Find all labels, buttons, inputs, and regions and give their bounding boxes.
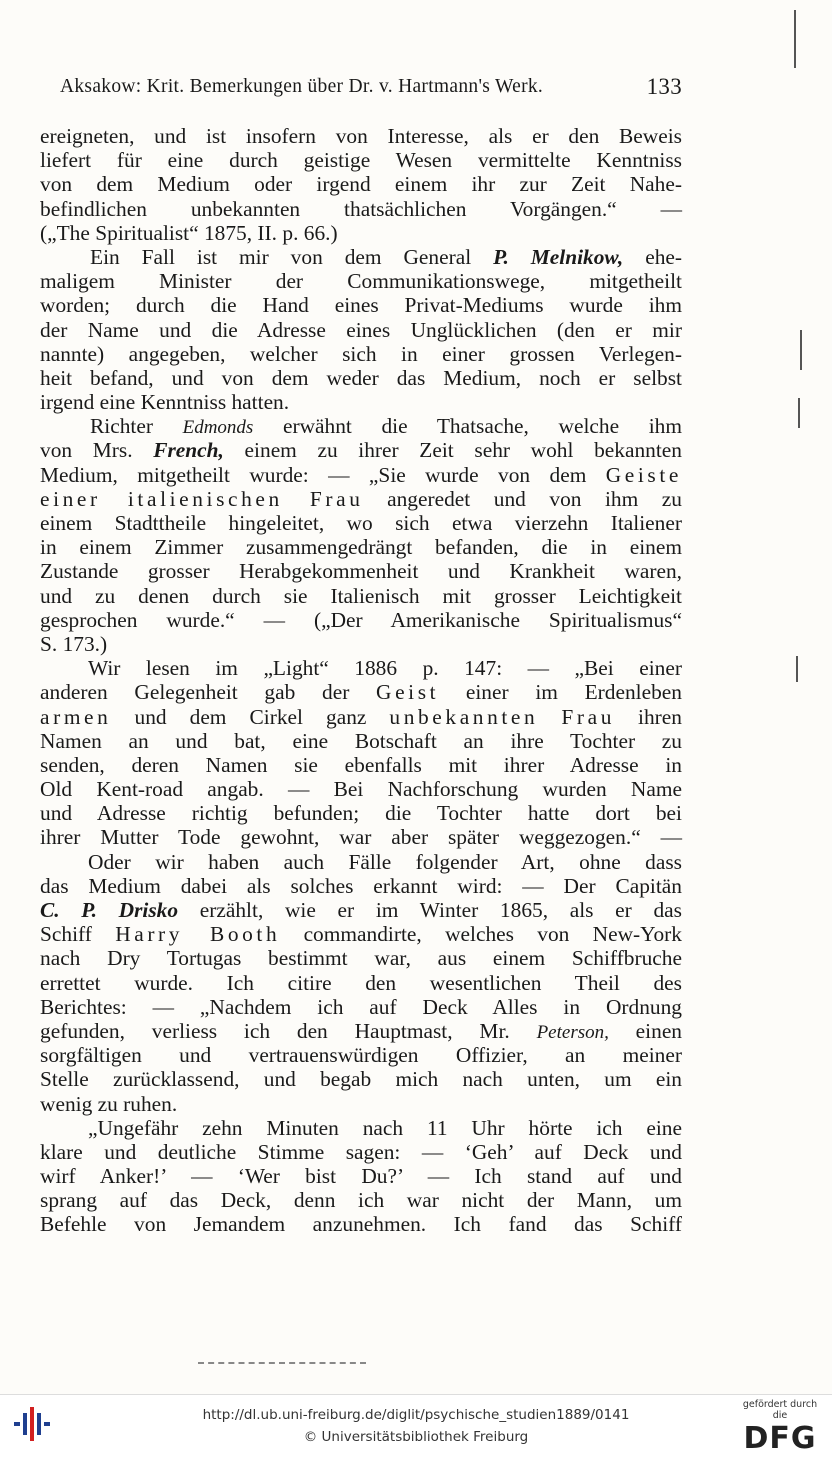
text-span: erwähnt die Thatsache, welche ihm	[253, 414, 682, 439]
text-line: von dem Medium oder irgend einem ihr zur Zeit Nahe-	[40, 172, 682, 197]
text-line: einem Stadttheile hingeleitet, wo sich etwa vierzehn Italiener	[40, 511, 682, 535]
text-span: gefunden, verliess ich den Hauptmast, Mr.	[40, 1018, 537, 1043]
text-line: Befehle von Jemandem anzunehmen. Ich fand das Schiff	[40, 1212, 682, 1237]
text-line: Namen an und bat, eine Botschaft an ihre Tochter zu	[40, 728, 682, 753]
person-name: Peterson,	[536, 1021, 609, 1043]
footer-bar	[0, 1394, 832, 1455]
running-title: Aksakow: Krit. Bemerkungen über Dr. v. Hartmann's Werk.	[60, 76, 544, 97]
text-span: einem zu ihrer Zeit sehr wohl bekannten	[223, 438, 682, 463]
spaced-text: Geist	[376, 680, 440, 705]
scan-margin-mark	[800, 330, 802, 370]
person-name: French,	[153, 438, 224, 463]
dfg-logo	[738, 1399, 822, 1456]
text-span: und dem Cirkel ganz	[111, 704, 390, 729]
spaced-text: Frau	[561, 704, 615, 729]
running-header	[60, 76, 682, 104]
text-line	[40, 438, 682, 462]
page-number: 133	[646, 74, 682, 99]
text-line: wirf Anker!’ — ‘Wer bist Du?’ — Ich stand auf und	[40, 1164, 682, 1189]
text-line: und Adresse richtig befunden; die Tochter hatte dort bei	[40, 801, 682, 826]
text-line: gesprochen wurde.“ — („Der Amerikanische Spiritualismus“	[40, 607, 682, 632]
text-line: Old Kent-road angab. — Bei Nachforschung wurden Name	[40, 777, 682, 802]
text-line: nannte) angegeben, welcher sich in einer grossen Verlegen-	[40, 341, 682, 366]
spaced-text: Geiste	[605, 462, 682, 487]
text-span: Ein Fall ist mir von dem General	[90, 244, 494, 269]
spaced-text: einer italienischen Frau	[40, 486, 364, 511]
text-line: in einem Zimmer zusammengedrängt befanden, die in einem	[40, 535, 682, 560]
text-line: „Ungefähr zehn Minuten nach 11 Uhr hörte ich eine	[88, 1115, 682, 1140]
copyright-notice: © Universitätsbibliothek Freiburg	[303, 1429, 529, 1445]
text-span: von Mrs.	[40, 438, 154, 463]
spaced-text: armen	[40, 704, 112, 729]
person-name: Edmonds	[182, 417, 254, 439]
bottom-dashed-rule	[198, 1362, 366, 1366]
text-line: senden, deren Namen sie ebenfalls mit ihrer Adresse in	[40, 752, 682, 777]
text-span: Richter	[90, 414, 183, 439]
text-line: das Medium dabei als solches erkannt wird: — Der Capitän	[40, 873, 682, 898]
body-text	[40, 124, 682, 1237]
text-line: sorgfältigen und vertrauenswürdigen Offizier, an meiner	[40, 1043, 682, 1068]
text-line	[40, 463, 682, 487]
text-line: der Name und die Adresse eines Unglücklichen (den er mir	[40, 317, 682, 342]
source-url[interactable]: http://dl.ub.uni-freiburg.de/diglit/psychische_studien1889/0141	[202, 1407, 630, 1423]
text-span: einen	[608, 1018, 683, 1043]
text-line: befindlichen unbekannten thatsächlichen Vorgängen.“ —	[40, 196, 682, 221]
text-span: erzählt, wie er im Winter 1865, als er das	[178, 898, 682, 922]
text-span: anderen Gelegenheit gab der	[40, 680, 377, 705]
text-span: Schiff	[40, 922, 116, 947]
text-line	[40, 898, 682, 922]
text-span: ehe-	[623, 244, 683, 269]
scan-margin-mark	[798, 398, 800, 428]
text-line: maligem Minister der Communikationswege, mitgetheilt	[40, 269, 682, 294]
text-line: errettet wurde. Ich citire den wesentlichen Theil des	[40, 970, 682, 995]
text-line	[40, 705, 682, 729]
text-line: und zu denen durch sie Italienisch mit grosser Leichtigkeit	[40, 583, 682, 608]
spaced-text: unbekannten	[389, 704, 539, 729]
scan-margin-mark	[796, 656, 798, 682]
text-span: einer im Erdenleben	[439, 680, 682, 705]
text-line: sprang auf das Deck, denn ich war nicht der Mann, um	[40, 1188, 682, 1213]
funding-note: gefördert durch die	[742, 1399, 818, 1421]
text-line	[40, 245, 682, 269]
text-line: Oder wir haben auch Fälle folgender Art, ohne dass	[88, 849, 682, 874]
text-line: S. 173.)	[40, 631, 108, 656]
text-line	[40, 1019, 682, 1043]
text-line: Stelle zurücklassend, und begab mich nach unten, um ein	[40, 1067, 682, 1092]
text-line	[40, 680, 682, 704]
text-line: Wir lesen im „Light“ 1886 p. 147: — „Bei einer	[88, 656, 682, 681]
text-line: nach Dry Tortugas bestimmt war, aus einem Schiffbruche	[40, 946, 682, 971]
text-span: angeredet und von ihm zu	[363, 486, 682, 511]
text-line: Zustande grosser Herabgekommenheit und Krankheit waren,	[40, 559, 682, 584]
ship-name: Harry Booth	[115, 922, 281, 947]
person-name: C. P. Drisko	[40, 898, 179, 922]
text-line: Berichtes: — „Nachdem ich auf Deck Alles in Ordnung	[40, 994, 682, 1019]
person-name: P. Melnikow,	[493, 244, 624, 269]
text-line: irgend eine Kenntniss hatten.	[40, 390, 290, 415]
text-line: ereigneten, und ist insofern von Interesse, als er den Beweis	[40, 124, 682, 148]
text-span: Medium, mitgetheilt wurde: — „Sie wurde von dem	[40, 462, 606, 487]
text-line: („The Spiritualist“ 1875, II. p. 66.)	[40, 220, 338, 245]
text-line: heit befand, und von dem weder das Medium, noch er selbst	[40, 365, 682, 390]
text-line: ihrer Mutter Tode gewohnt, war aber später weggezogen.“ —	[40, 825, 682, 850]
text-line: klare und deutliche Stimme sagen: — ‘Geh’ auf Deck und	[40, 1139, 682, 1164]
dfg-logo-text: DFG	[743, 1421, 817, 1456]
text-line	[40, 922, 682, 946]
text-line	[40, 414, 682, 438]
text-line: worden; durch die Hand eines Privat-Mediums wurde ihm	[40, 293, 682, 318]
text-line	[40, 487, 682, 511]
text-line: wenig zu ruhen.	[40, 1091, 178, 1116]
scan-margin-mark	[794, 10, 796, 68]
text-span: commandirte, welches von New-York	[280, 922, 682, 947]
text-span	[538, 705, 561, 729]
text-line: liefert für eine durch geistige Wesen vermittelte Kenntniss	[40, 148, 682, 173]
text-span: ihren	[614, 704, 682, 729]
